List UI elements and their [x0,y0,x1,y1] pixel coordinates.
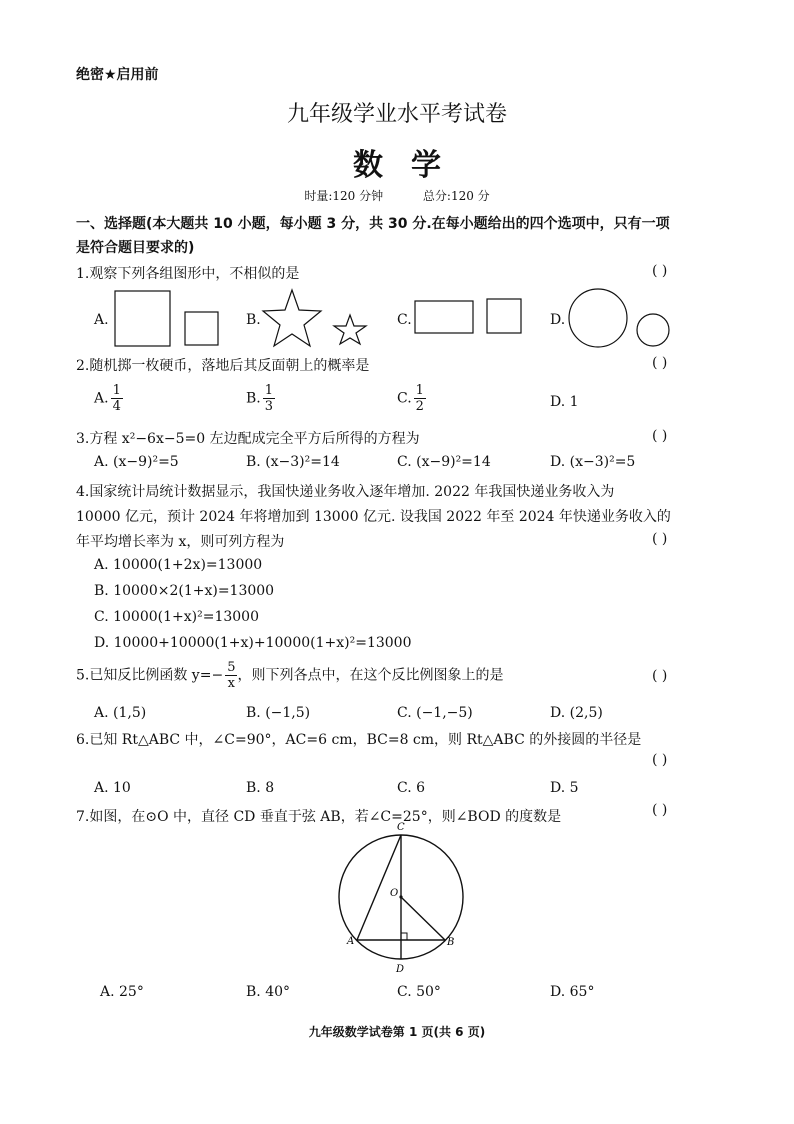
answer-paren-2: ( ) [652,355,668,371]
confidential-mark: 绝密★启用前 [76,67,159,83]
option-7b: B. 40° [246,984,291,1000]
question-1-stem: 1.观察下列各组图形中，不相似的是 [76,266,300,282]
answer-paren-7: ( ) [652,802,668,818]
question-2-stem: 2.随机掷一枚硬币，落地后其反面朝上的概率是 [76,358,370,374]
circle-diagram [334,822,474,980]
point-b-label: B [447,937,455,948]
option-7a: A. 25° [100,984,144,1000]
option-3b: B. (x−3)²=14 [246,454,340,470]
question-4-line-3: 年平均增长率为 x，则可列方程为 [76,534,285,550]
fraction: $\frac{1}{4}$ [112,383,121,414]
option-6a: A. 10 [94,780,131,796]
option-c-label: C. [397,312,412,328]
option-c-figure [414,297,524,337]
option-5b: B. (−1,5) [246,705,311,721]
exam-title: 九年级学业水平考试卷 [286,102,507,127]
question-3-stem: 3.方程 x²−6x−5=0 左边配成完全平方后所得的方程为 [76,431,420,447]
option-2a: A. $\frac{1}{4}$ [94,383,121,414]
answer-paren-5: ( ) [652,668,668,684]
question-4-line-2: 10000 亿元，预计 2024 年将增加到 13000 亿元. 设我国 2022 年至 2024 年快递业务收入的 [76,509,671,525]
question-4-line-1: 4.国家统计局统计数据显示，我国快递业务收入逐年增加. 2022 年我国快递业务收入为 [76,484,615,500]
subject-title: 数学 [353,148,469,183]
option-5d: D. (2,5) [550,705,603,721]
option-5a: A. (1,5) [94,705,147,721]
option-3c: C. (x−9)²=14 [397,454,491,470]
option-d-figure [568,288,673,350]
point-a-label: A [347,936,355,947]
answer-paren-3: ( ) [652,428,668,444]
option-a-figure [114,290,224,350]
option-b-figure [260,288,375,350]
option-b-label: B. [246,312,261,328]
exam-info [0,187,794,204]
page-footer: 九年级数学试卷第 1 页(共 6 页) [308,1025,486,1039]
fraction: $\frac{1}{2}$ [415,383,424,414]
fraction: $\frac{1}{3}$ [264,383,274,414]
option-2d: D. 1 [550,394,579,410]
point-d-label: D [396,964,405,975]
option-6b: B. 8 [246,780,275,796]
answer-paren-6: ( ) [652,752,668,768]
option-6d: D. 5 [550,780,579,796]
option-3a: A. (x−9)²=5 [94,454,179,470]
section-heading: 一、选择题(本大题共 10 小题，每小题 3 分，共 30 分.在每小题给出的四个选项中，只有一项 是符合题目要求的) [76,216,670,256]
question-6-stem: 6.已知 Rt△ABC 中，∠C=90°，AC=6 cm，BC=8 cm，则 Rt△ABC 的外接圆的半径是 [76,732,642,748]
fraction: $\frac{5}{x}$ [227,660,236,691]
option-4c: C. 10000(1+x)²=13000 [94,609,259,625]
option-d-label: D. [550,312,566,328]
answer-paren-1: ( ) [652,263,668,279]
duration: 时量:120 分钟 [304,189,384,203]
option-4a: A. 10000(1+2x)=13000 [94,557,263,573]
total-score: 总分:120 分 [422,189,490,203]
question-7-stem: 7.如图，在⊙O 中，直径 CD 垂直于弦 AB，若∠C=25°，则∠BOD 的度数是 [76,809,562,825]
option-7c: C. 50° [397,984,441,1000]
option-4b: B. 10000×2(1+x)=13000 [94,583,275,599]
option-4d: D. 10000+10000(1+x)+10000(1+x)²=13000 [94,635,412,651]
option-3d: D. (x−3)²=5 [550,454,636,470]
answer-paren-4: ( ) [652,531,668,547]
option-2c: C. $\frac{1}{2}$ [397,383,424,414]
point-c-label: C [397,822,405,833]
option-a-label: A. [94,312,109,328]
option-2b: B. $\frac{1}{3}$ [246,383,274,414]
option-7d: D. 65° [550,984,595,1000]
question-5-stem: 5.已知反比例函数 y=− $\frac{5}{x}$ ，则下列各点中，在这个反比例图象上的是 [76,660,504,691]
option-6c: C. 6 [397,780,426,796]
option-5c: C. (−1,−5) [397,705,473,721]
point-o-label: O [390,888,399,899]
